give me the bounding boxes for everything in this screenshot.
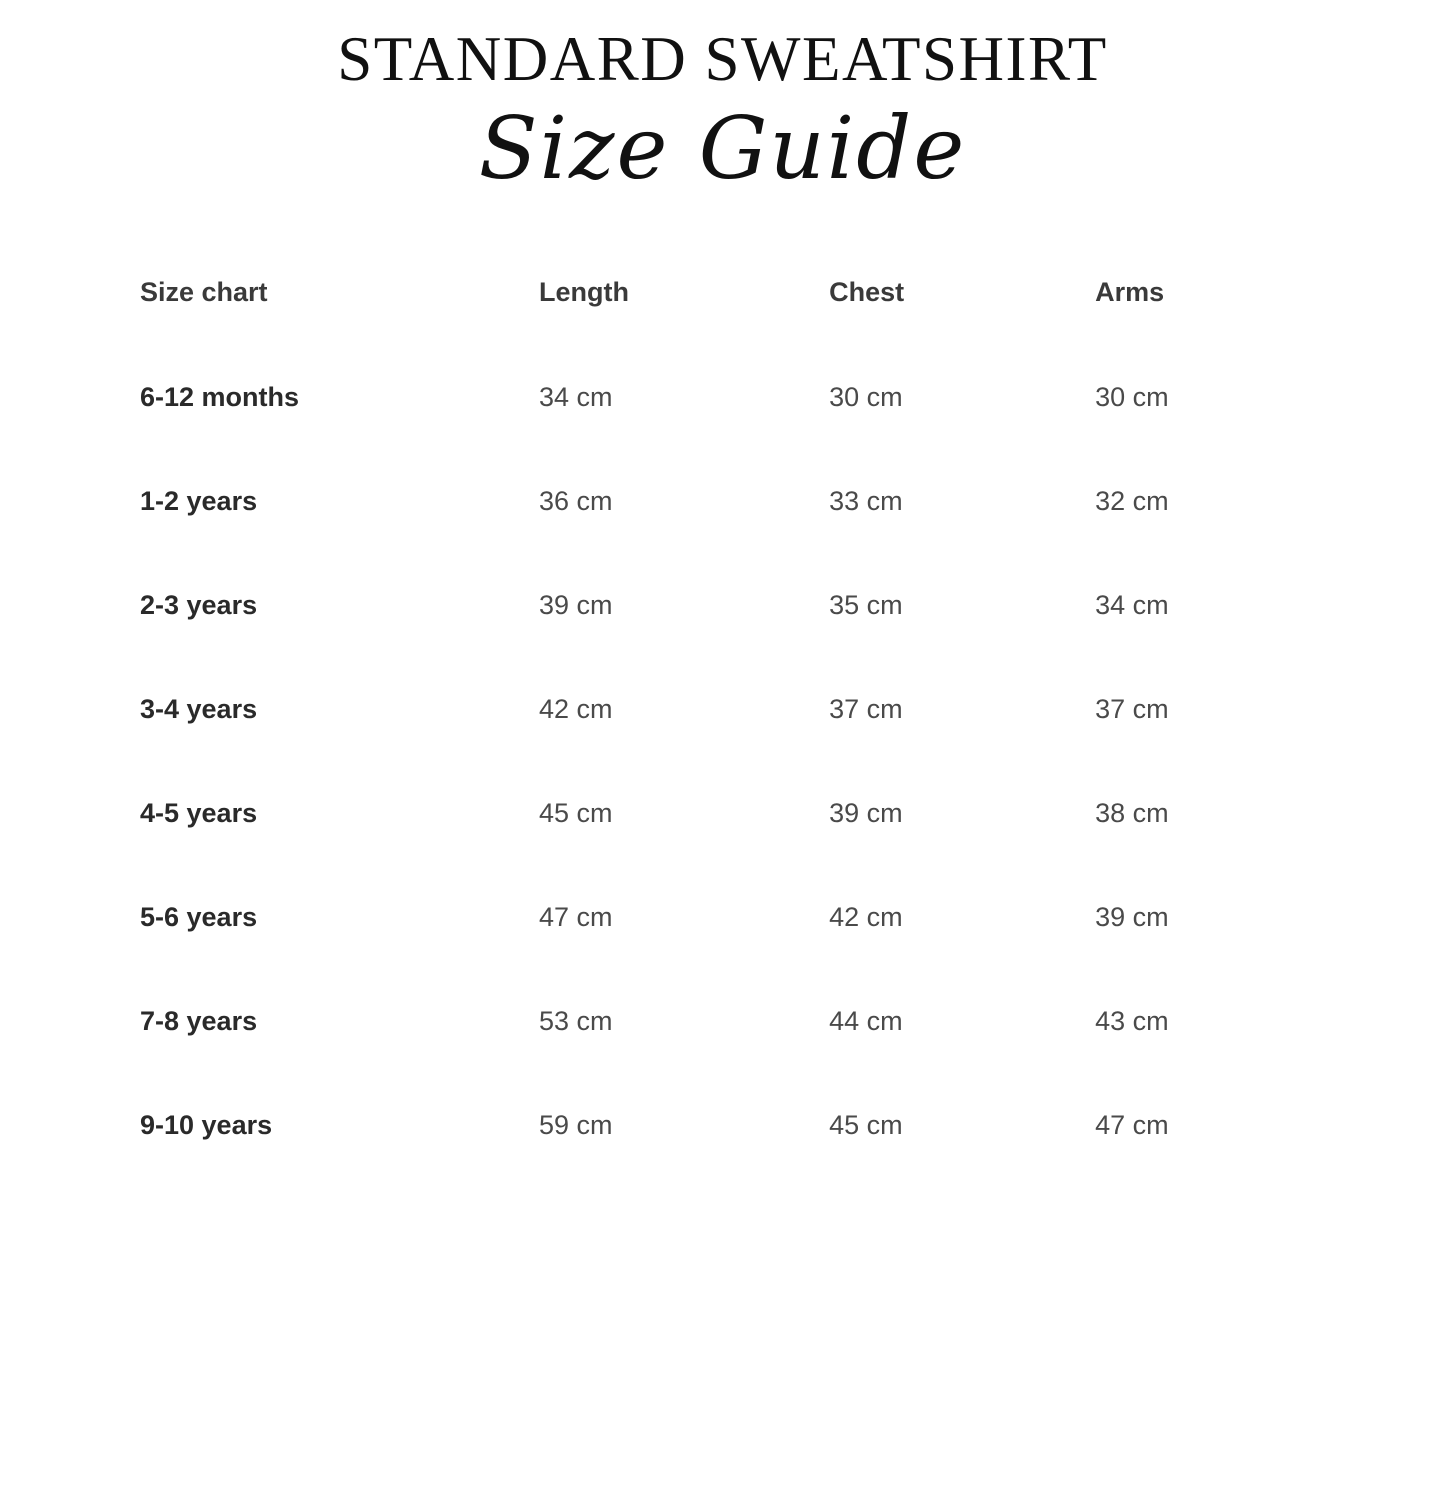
cell-size: 3-4 years [140,693,258,724]
cell-size: 4-5 years [140,797,258,828]
size-chart-container [0,277,1445,1141]
column-header-length: Length [538,276,629,307]
table-row [140,694,1349,798]
cell-arms: 38 cm [1095,797,1169,828]
cell-size: 1-2 years [140,485,258,516]
table-row [140,590,1349,694]
table-row [140,486,1349,590]
cell-chest: 37 cm [829,693,903,724]
cell-length: 36 cm [538,485,613,516]
cell-arms: 39 cm [1095,901,1169,932]
cell-chest: 45 cm [829,1109,903,1140]
column-header-arms: Arms [1095,276,1165,307]
table-row [140,798,1349,902]
column-header-chest: Chest [829,276,905,307]
table-row [140,1006,1349,1110]
cell-arms: 30 cm [1095,381,1169,412]
cell-chest: 33 cm [829,485,903,516]
table-row [140,1110,1349,1141]
title-block [0,0,1445,200]
cell-chest: 42 cm [829,901,903,932]
table-row [140,902,1349,1006]
cell-size: 9-10 years [140,1109,273,1140]
cell-arms: 43 cm [1095,1005,1169,1036]
cell-length: 39 cm [538,589,613,620]
cell-length: 59 cm [538,1109,613,1140]
cell-size: 6-12 months [140,381,300,412]
cell-length: 45 cm [538,797,613,828]
table-body [140,382,1349,1141]
cell-arms: 37 cm [1095,693,1169,724]
table-header-row [140,277,1349,382]
page-title: STANDARD SWEATSHIRT [337,24,1108,94]
cell-size: 5-6 years [140,901,258,932]
column-header-size: Size chart [140,276,268,307]
page-subtitle: Size Guide [478,99,967,200]
cell-chest: 39 cm [829,797,903,828]
table-header [140,277,1349,382]
cell-chest: 44 cm [829,1005,903,1036]
cell-length: 34 cm [538,381,613,412]
cell-chest: 35 cm [829,589,903,620]
cell-length: 53 cm [538,1005,613,1036]
cell-chest: 30 cm [829,381,903,412]
cell-size: 2-3 years [140,589,258,620]
cell-arms: 47 cm [1095,1109,1169,1140]
cell-size: 7-8 years [140,1005,258,1036]
cell-length: 42 cm [538,693,613,724]
size-chart-table [140,277,1349,1141]
cell-arms: 32 cm [1095,485,1169,516]
cell-length: 47 cm [538,901,613,932]
cell-arms: 34 cm [1095,589,1169,620]
table-row [140,382,1349,486]
